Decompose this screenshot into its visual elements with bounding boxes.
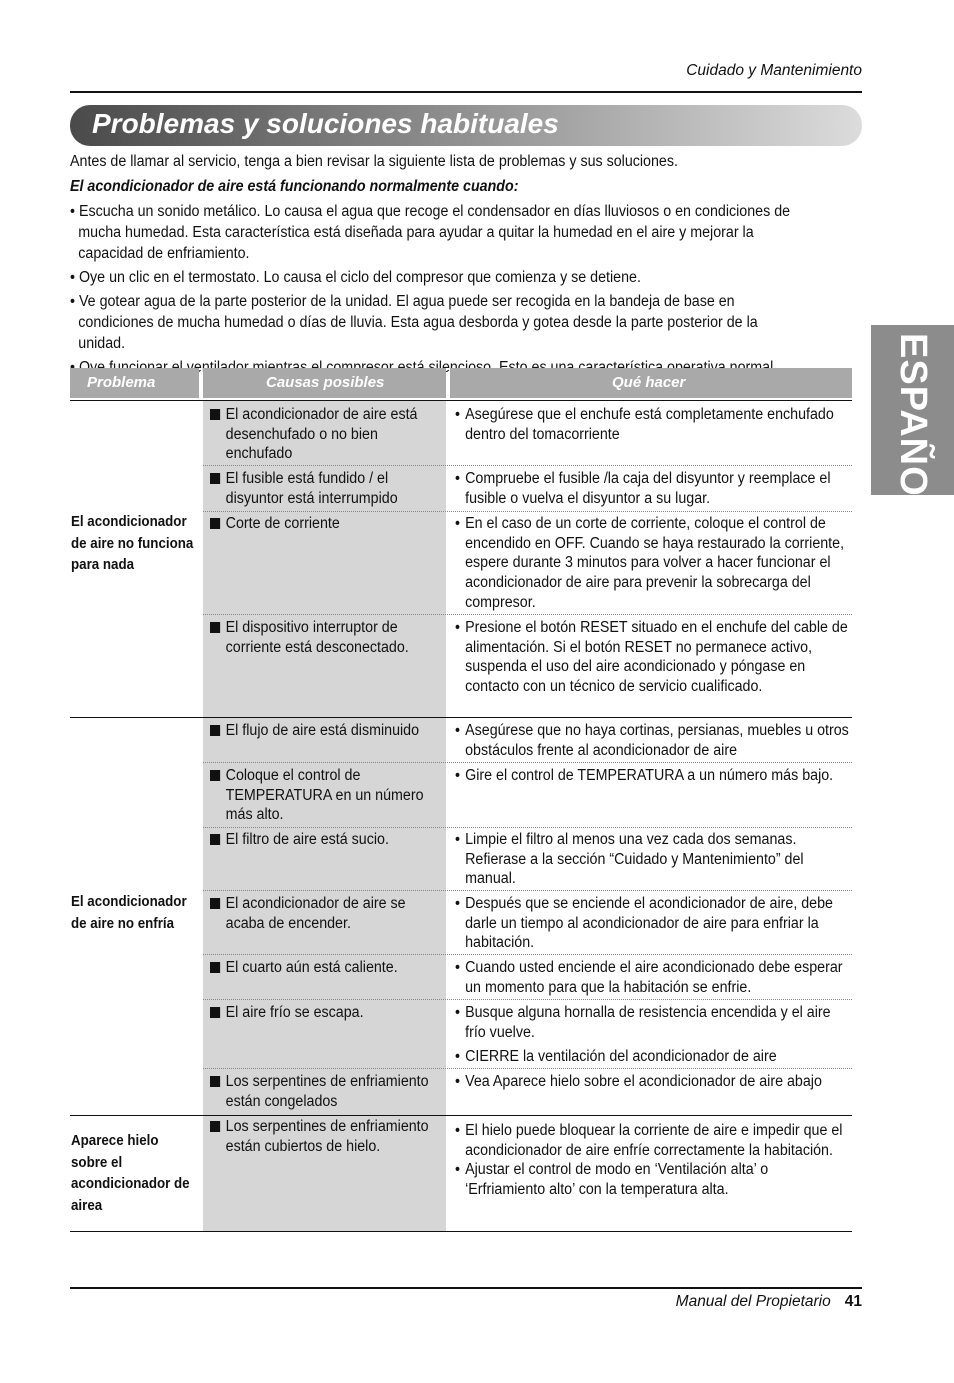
solution-text: • En el caso de un corte de corriente, coloque el control de encendido en OFF. Cuando se haya restaurado la corriente, espere durante 3 minutos para volver a hacer funcionar el acondicionador de aire para prevenir la sobrecarga del compresor.	[455, 514, 851, 613]
table-bottom-rule	[70, 1231, 852, 1232]
solution-cell	[455, 405, 885, 444]
cause-cell	[210, 1117, 468, 1156]
row-divider	[203, 954, 852, 955]
footer-label: Manual del Propietario	[675, 1293, 831, 1310]
solution-text: • El hielo puede bloquear la corriente de aire e impedir que el acondicionador de aire enfríe correctamente la habitación.	[455, 1121, 851, 1160]
column-header-what: Qué hacer	[450, 368, 852, 398]
intro-lead: Antes de llamar al servicio, tenga a bien revisar la siguiente lista de problemas y sus soluciones.	[70, 153, 678, 170]
cause-text: Los serpentines de enfriamiento están congelados	[225, 1073, 429, 1110]
table-header-rule	[70, 400, 852, 401]
cause-cell	[210, 618, 468, 657]
intro-bullet: • Oye un clic en el termostato. Lo causa el ciclo del compresor que comienza y se detiene.	[70, 269, 641, 286]
cause-text: El filtro de aire está sucio.	[225, 831, 389, 848]
row-divider	[203, 890, 852, 891]
intro-section	[70, 151, 797, 381]
cause-text: Los serpentines de enfriamiento están cubiertos de hielo.	[225, 1118, 429, 1155]
language-tab-label: ESPAÑOL	[892, 333, 934, 521]
solution-cell	[455, 766, 885, 786]
problem-label: El acondicionador de aire no enfría	[71, 894, 187, 932]
solution-cell	[455, 1003, 885, 1067]
group-divider	[70, 717, 852, 718]
solution-text: • Cuando usted enciende el aire acondicionado debe esperar un momento para que la habitación se enfrie.	[455, 958, 851, 997]
solution-cell	[455, 514, 885, 613]
cause-text: El acondicionador de aire está desenchufado o no bien enchufado	[225, 406, 418, 463]
square-bullet-icon	[210, 473, 220, 484]
page-title: Problemas y soluciones habituales	[92, 108, 559, 139]
solution-text: • Asegúrese que el enchufe está completamente enchufado dentro del tomacorriente	[455, 405, 851, 444]
cause-cell	[210, 894, 468, 933]
row-divider	[203, 827, 852, 828]
square-bullet-icon	[210, 518, 220, 529]
square-bullet-icon	[210, 898, 220, 909]
row-divider	[203, 999, 852, 1000]
solution-text: • Presione el botón RESET situado en el enchufe del cable de alimentación. Si el botón RESET no permanece activo, suspenda el uso del aire acondicionado y póngase en contacto con un técnico de servicio cualificado.	[455, 618, 851, 697]
intro-subheading: El acondicionador de aire está funcionando normalmente cuando:	[70, 178, 519, 195]
problem-cell	[71, 892, 206, 935]
solution-cell	[455, 830, 885, 889]
solution-text: • Ajustar el control de modo en ‘Ventilación alta’ o ‘Erfriamiento alto’ con la temperatura alta.	[455, 1160, 851, 1199]
cause-cell	[210, 721, 468, 741]
solution-text: • Gire el control de TEMPERATURA a un número más bajo.	[455, 766, 851, 786]
solution-text: • CIERRE la ventilación del acondicionador de aire	[455, 1047, 851, 1067]
square-bullet-icon	[210, 1076, 220, 1087]
row-divider	[203, 511, 852, 512]
square-bullet-icon	[210, 622, 220, 633]
section-header: Cuidado y Mantenimiento	[686, 62, 862, 79]
solution-cell	[455, 618, 885, 697]
square-bullet-icon	[210, 770, 220, 781]
square-bullet-icon	[210, 1121, 220, 1132]
solution-cell	[455, 721, 885, 760]
row-divider	[203, 614, 852, 615]
cause-cell	[210, 830, 468, 850]
title-banner	[70, 105, 862, 146]
cause-text: Coloque el control de TEMPERATURA en un número más alto.	[225, 767, 424, 824]
cause-cell	[210, 1003, 468, 1023]
cause-text: El flujo de aire está disminuido	[225, 722, 420, 739]
solution-text: • Después que se enciende el acondicionador de aire, debe darle un tiempo al acondicionador de aire para enfriar la habitación.	[455, 894, 851, 953]
intro-bullet: • Escucha un sonido metálico. Lo causa el agua que recoge el condensador en días lluviosos o en condiciones de mucha humedad. Esta característica está diseñada para ayudar a quitar la humedad en el aire y mejorar la capacidad de enfriamiento.	[70, 203, 791, 262]
solution-text: • Compruebe el fusible /la caja del disyuntor y reemplace el fusible o vuelva el disyuntor a su lugar.	[455, 469, 851, 508]
square-bullet-icon	[210, 962, 220, 973]
problem-cell	[71, 1131, 206, 1217]
cause-cell	[210, 958, 468, 978]
cause-text: El acondicionador de aire se acaba de encender.	[225, 895, 406, 932]
cause-cell	[210, 469, 468, 508]
solution-cell	[455, 958, 885, 997]
square-bullet-icon	[210, 409, 220, 420]
page-number: 41	[844, 1293, 862, 1310]
solution-cell	[455, 1072, 885, 1092]
group-divider	[70, 1115, 852, 1116]
page-footer	[676, 1293, 862, 1311]
problem-cell	[71, 512, 206, 577]
solution-cell	[455, 469, 885, 508]
square-bullet-icon	[210, 834, 220, 845]
cause-cell	[210, 514, 468, 534]
solution-text: • Limpie el filtro al menos una vez cada dos semanas. Refierase a la sección “Cuidado y Mantenimiento” del manual.	[455, 830, 851, 889]
row-divider	[203, 465, 852, 466]
square-bullet-icon	[210, 725, 220, 736]
cause-text: El dispositivo interruptor de corriente está desconectado.	[225, 619, 409, 656]
solution-cell	[455, 1121, 885, 1200]
cause-cell	[210, 405, 468, 464]
row-divider	[203, 1068, 852, 1069]
square-bullet-icon	[210, 1007, 220, 1018]
cause-cell	[210, 1072, 468, 1111]
cause-text: El fusible está fundido / el disyuntor está interrumpido	[225, 470, 398, 507]
footer-rule	[70, 1287, 862, 1289]
header-rule	[70, 91, 862, 93]
row-divider	[203, 762, 852, 763]
column-header-problem: Problema	[70, 368, 199, 398]
cause-text: El aire frío se escapa.	[225, 1004, 364, 1021]
cause-text: Corte de corriente	[225, 515, 340, 532]
solution-text: • Vea Aparece hielo sobre el acondicionador de aire abajo	[455, 1072, 851, 1092]
intro-bullet: • Ve gotear agua de la parte posterior de la unidad. El agua puede ser recogida en la bandeja de base en condiciones de mucha humedad o días de lluvia. Esta agua desborda y gotea desde la parte posterior de la unidad.	[70, 293, 758, 352]
solution-text: • Asegúrese que no haya cortinas, persianas, muebles u otros obstáculos frente al acondicionador de aire	[455, 721, 851, 760]
problem-label: Aparece hielo sobre el acondicionador de airea	[71, 1133, 190, 1214]
solution-cell	[455, 894, 885, 953]
problem-label: El acondicionador de aire no funciona para nada	[71, 514, 194, 573]
column-header-causes: Causas posibles	[203, 368, 446, 398]
solution-text: • Busque alguna hornalla de resistencia encendida y el aire frío vuelve.	[455, 1003, 851, 1042]
cause-cell	[210, 766, 468, 825]
cause-text: El cuarto aún está caliente.	[225, 959, 398, 976]
